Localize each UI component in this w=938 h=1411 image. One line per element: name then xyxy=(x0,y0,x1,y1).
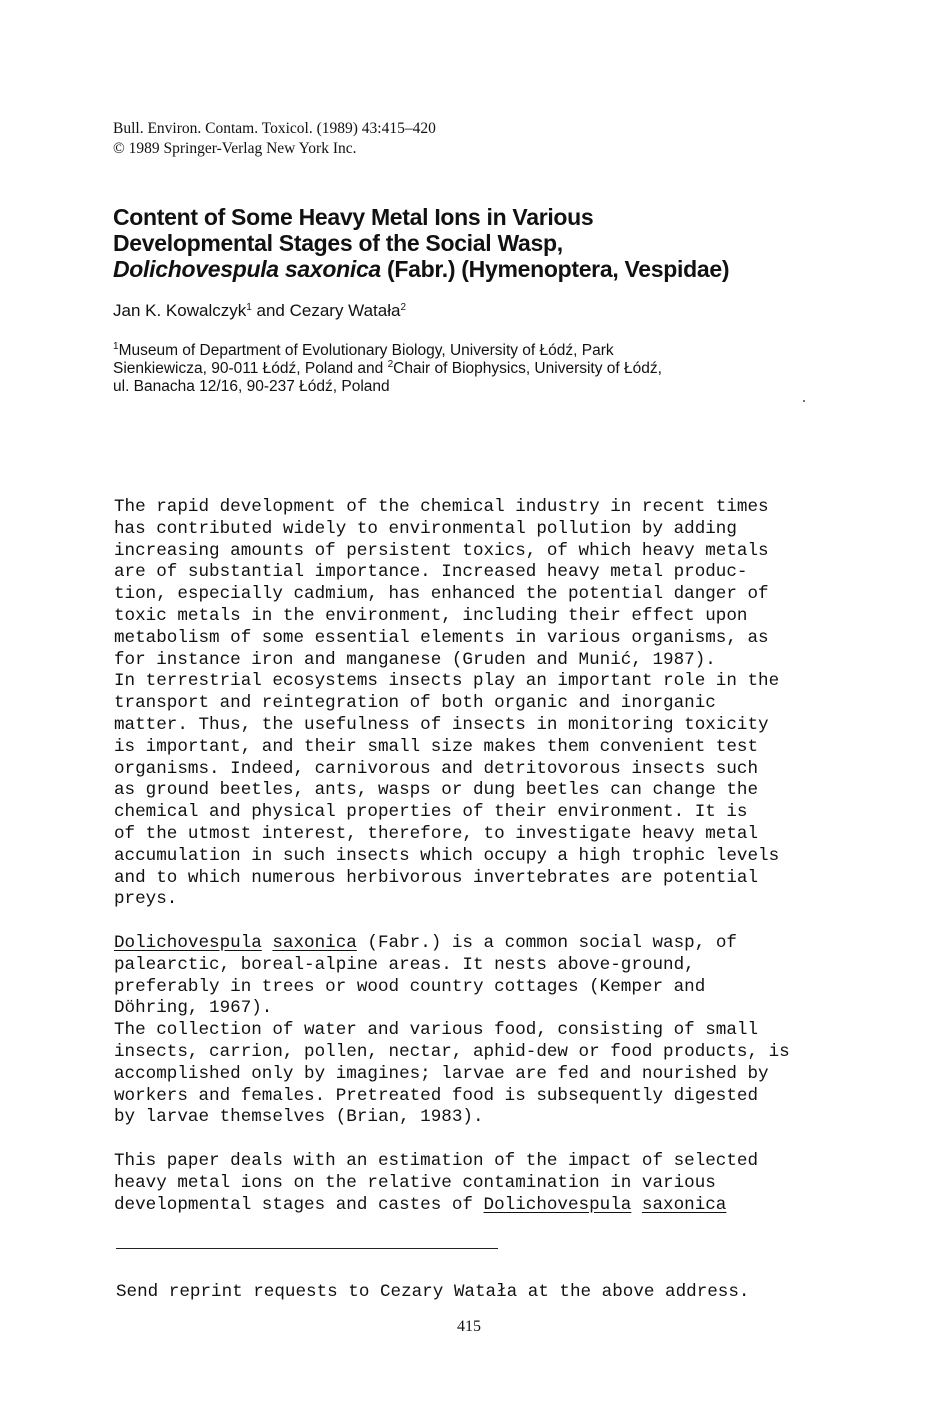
page-number: 415 xyxy=(457,1318,481,1335)
footnote-rule xyxy=(116,1248,498,1249)
body-line: and to which numerous herbivorous invertebrates are potential xyxy=(114,867,759,888)
author-joiner: and xyxy=(251,301,290,320)
body-line: Döhring, 1967). xyxy=(114,998,273,1019)
body-line: are of substantial importance. Increased heavy metal produc- xyxy=(114,562,748,583)
body-line: The rapid development of the chemical industry in recent times xyxy=(114,497,769,517)
affiliation-mark-2: 2 xyxy=(387,359,394,370)
body-line: for instance iron and manganese (Gruden and Munić, 1987). xyxy=(114,649,716,670)
title-line-3-rest: (Fabr.) (Hymenoptera, Vespidae) xyxy=(380,256,730,282)
affiliation-line-1 xyxy=(113,342,833,360)
body-line: chemical and physical properties of their environment. It is xyxy=(114,802,748,823)
body-line: toxic metals in the environment, including their effect upon xyxy=(114,605,748,626)
author-1: Jan K. Kowalczyk xyxy=(113,301,247,320)
title-line-2: Developmental Stages of the Social Wasp, xyxy=(113,230,563,256)
body-line: as ground beetles, ants, wasps or dung beetles can change the xyxy=(114,780,759,801)
body-paragraph-2 xyxy=(114,933,814,1129)
author-list xyxy=(113,301,406,321)
genus-name: Dolichovespula xyxy=(114,933,262,953)
affiliations xyxy=(113,342,833,396)
scan-speck xyxy=(803,400,805,402)
affiliation-text-1: Museum of Department of Evolutionary Biology, University of Łódź, Park xyxy=(118,342,614,359)
copyright-line: © 1989 Springer-Verlag New York Inc. xyxy=(113,140,357,157)
body-line xyxy=(114,933,814,955)
body-line: The collection of water and various food, consisting of small xyxy=(114,1020,759,1041)
body-line: is important, and their small size makes them convenient test xyxy=(114,736,759,757)
body-line: tion, especially cadmium, has enhanced the potential danger of xyxy=(114,584,769,605)
body-line xyxy=(114,1195,814,1217)
species-epithet: saxonica xyxy=(272,933,357,953)
affiliation-line-2 xyxy=(113,360,833,378)
affiliation-text-2: Sienkiewicza, 90-011 Łódź, Poland and xyxy=(113,360,388,377)
body-line: organisms. Indeed, carnivorous and detritovorous insects such xyxy=(114,758,759,779)
body-line: heavy metal ions on the relative contamination in various xyxy=(114,1172,716,1193)
body-line: metabolism of some essential elements in various organisms, as xyxy=(114,627,769,648)
paper-title xyxy=(113,204,873,282)
body-line: accomplished only by imagines; larvae are fed and nourished by xyxy=(114,1063,769,1084)
body-paragraph-3 xyxy=(114,1151,814,1216)
title-line-3 xyxy=(113,256,873,282)
journal-header xyxy=(113,119,436,159)
body-line: by larvae themselves (Brian, 1983). xyxy=(114,1107,484,1128)
body-line: has contributed widely to environmental pollution by adding xyxy=(114,518,737,539)
body-line: transport and reintegration of both organic and inorganic xyxy=(114,693,716,714)
author-2: Cezary Watała xyxy=(289,301,401,320)
body-line: palearctic, boreal-alpine areas. It nests above-ground, xyxy=(114,954,695,975)
affiliation-mark-1: 1 xyxy=(113,341,119,352)
body-line: workers and females. Pretreated food is subsequently digested xyxy=(114,1085,759,1106)
body-line-prefix: developmental stages and castes of xyxy=(114,1194,484,1215)
affiliation-text-3: Chair of Biophysics, University of Łódź, xyxy=(393,360,662,377)
body-line: In terrestrial ecosystems insects play an important role in the xyxy=(114,671,780,692)
body-line: This paper deals with an estimation of the impact of selected xyxy=(114,1151,759,1171)
body-line: preys. xyxy=(114,889,178,910)
affiliation-line-3: ul. Banacha 12/16, 90-237 Łódź, Poland xyxy=(113,378,390,395)
title-line-1: Content of Some Heavy Metal Ions in Various xyxy=(113,204,594,230)
body-line: of the utmost interest, therefore, to investigate heavy metal xyxy=(114,823,759,844)
body-line: matter. Thus, the usefulness of insects in monitoring toxicity xyxy=(114,714,769,735)
body-line: increasing amounts of persistent toxics, of which heavy metals xyxy=(114,540,769,561)
journal-citation: Bull. Environ. Contam. Toxicol. (1989) 43:415–420 xyxy=(113,120,436,137)
body-line: accumulation in such insects which occupy a high trophic levels xyxy=(114,845,780,866)
species-epithet: saxonica xyxy=(641,1194,727,1215)
body-line: preferably in trees or wood country cottages (Kemper and xyxy=(114,976,706,997)
genus-name: Dolichovespula xyxy=(483,1194,632,1215)
author-2-mark: 2 xyxy=(400,302,407,313)
reprint-footnote: Send reprint requests to Cezary Watała at the above address. xyxy=(116,1282,750,1302)
body-line-rest: (Fabr.) is a common social wasp, of xyxy=(356,933,737,953)
body-paragraph-1 xyxy=(114,497,814,911)
species-name: Dolichovespula saxonica xyxy=(113,256,381,282)
body-line: insects, carrion, pollen, nectar, aphid-dew or food products, is xyxy=(114,1041,790,1062)
author-1-mark: 1 xyxy=(246,302,252,313)
